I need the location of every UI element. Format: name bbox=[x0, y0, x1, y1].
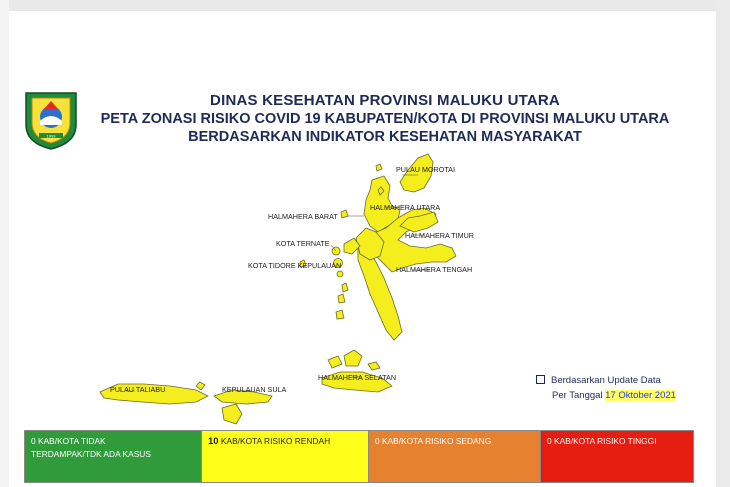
map-subtitle: BERDASARKAN INDIKATOR KESEHATAN MASYARAKAT bbox=[188, 129, 582, 145]
legend-medium-risk-text: KAB/KOTA RISIKO SEDANG bbox=[379, 436, 492, 446]
label-halmahera-barat: HALMAHERA BARAT bbox=[268, 212, 338, 221]
legend-low-risk-count: 10 bbox=[208, 436, 219, 447]
checkbox-icon bbox=[536, 375, 545, 384]
label-pulau-taliabu: PULAU TALIABU bbox=[110, 385, 166, 394]
legend-high-risk-text: 0 KAB/KOTA RISIKO TINGGI bbox=[547, 436, 657, 446]
map-title: PETA ZONASI RISIKO COVID 19 KABUPATEN/KOTA DI PROVINSI MALUKU UTARA bbox=[100, 111, 670, 127]
island-kasiruta bbox=[328, 356, 342, 368]
islands-group bbox=[100, 154, 456, 424]
label-kota-tidore: KOTA TIDORE KEPULAUAN bbox=[248, 261, 342, 270]
label-halmahera-selatan: HALMAHERA SELATAN bbox=[318, 373, 397, 382]
label-halmahera-utara: HALMAHERA UTARA bbox=[370, 203, 441, 212]
legend-unaffected bbox=[25, 431, 201, 482]
label-halmahera-timur: HALMAHERA TIMUR bbox=[405, 231, 474, 240]
note-date: 17 Oktober 2021 bbox=[605, 390, 676, 401]
agency-title: DINAS KESEHATAN PROVINSI MALUKU UTARA bbox=[210, 92, 560, 109]
island-small-5 bbox=[196, 382, 205, 390]
island-bacan bbox=[344, 350, 362, 366]
legend-medium-risk bbox=[368, 431, 540, 482]
label-kepulauan-sula: KEPULAUAN SULA bbox=[222, 385, 287, 394]
island-small-2 bbox=[341, 210, 348, 218]
island-chain-1 bbox=[342, 283, 348, 292]
note-line1: Berdasarkan Update Data bbox=[551, 375, 661, 386]
legend-high-risk bbox=[540, 431, 693, 482]
island-sulabesi bbox=[222, 404, 242, 424]
island-chain-3 bbox=[336, 310, 344, 319]
note-date-prefix: Per Tanggal bbox=[552, 390, 606, 401]
island-obi-small bbox=[368, 362, 380, 370]
legend-unaffected-line1: 0 KAB/KOTA TIDAK bbox=[31, 436, 106, 446]
legend-low-risk bbox=[201, 431, 368, 482]
label-pulau-morotai: PULAU MOROTAI bbox=[396, 165, 455, 174]
label-kota-ternate: KOTA TERNATE bbox=[276, 239, 330, 248]
island-small-3 bbox=[376, 164, 382, 171]
legend-low-risk-text: KAB/KOTA RISIKO RENDAH bbox=[218, 436, 331, 446]
legend-unaffected-line2: TERDAMPAK/TDK ADA KASUS bbox=[31, 449, 151, 459]
update-note bbox=[536, 375, 676, 401]
label-halmahera-tengah: HALMAHERA TENGAH bbox=[396, 265, 473, 274]
legend-medium-risk-count: 0 bbox=[375, 436, 380, 446]
risk-legend bbox=[24, 430, 694, 483]
island-chain-2 bbox=[338, 294, 345, 303]
logo-year-text: 1999 bbox=[46, 133, 56, 139]
island-maitara bbox=[337, 271, 343, 277]
